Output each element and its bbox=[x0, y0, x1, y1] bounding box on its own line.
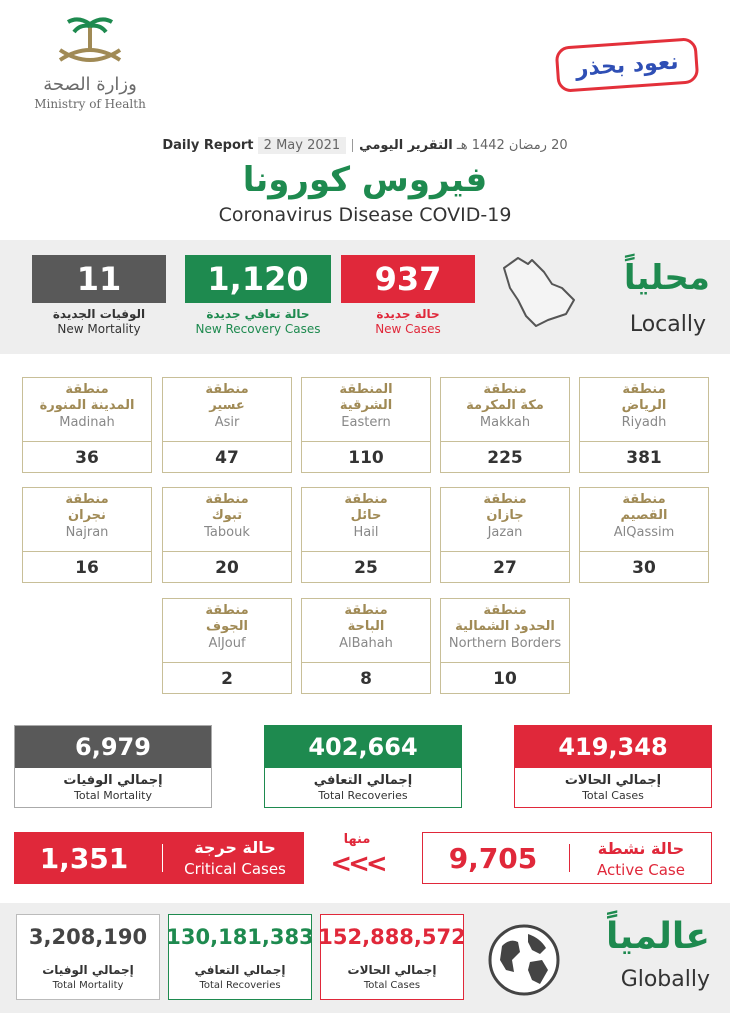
region-value: 2 bbox=[221, 669, 233, 689]
region-card bbox=[301, 598, 431, 694]
region-name-ar: جازان bbox=[486, 508, 524, 523]
region-name-en: Hail bbox=[353, 525, 379, 540]
region-name-ar: الجوف bbox=[206, 619, 248, 634]
region-card bbox=[22, 377, 152, 473]
region-card bbox=[22, 487, 152, 583]
region-name-ar: حائل bbox=[350, 508, 382, 523]
total-mortality-label-ar: إجمالي الوفيات bbox=[63, 773, 163, 788]
region-prefix: منطقة bbox=[483, 492, 527, 507]
region-card bbox=[440, 377, 570, 473]
globally-label-ar: عالمياً bbox=[606, 916, 710, 957]
region-name-en: Eastern bbox=[341, 415, 391, 430]
saudi-map-icon bbox=[492, 250, 582, 330]
active-cases-value: 9,705 bbox=[448, 841, 538, 875]
region-card bbox=[301, 377, 431, 473]
new-recovery-label-ar: حالة تعافي جديدة bbox=[206, 307, 310, 321]
active-cases-label-ar: حالة نشطة bbox=[597, 839, 685, 858]
region-name-en: Tabouk bbox=[204, 525, 250, 540]
region-value: 30 bbox=[632, 558, 656, 578]
region-card bbox=[162, 598, 292, 694]
total-recoveries-value: 402,664 bbox=[265, 726, 461, 768]
total-recoveries-card bbox=[264, 725, 462, 808]
critical-cases-value: 1,351 bbox=[39, 841, 129, 875]
campaign-badge-text: نعود بحذر bbox=[555, 37, 700, 93]
locally-label-en: Locally bbox=[629, 312, 706, 337]
total-cases-label-en: Total Cases bbox=[582, 789, 644, 802]
region-value: 110 bbox=[348, 448, 384, 468]
region-prefix: منطقة bbox=[622, 382, 666, 397]
region-name-en: Madinah bbox=[59, 415, 115, 430]
report-hijri-date: 20 رمضان 1442 هـ bbox=[456, 138, 568, 153]
region-value: 8 bbox=[360, 669, 372, 689]
new-cases-label-en: New Cases bbox=[375, 322, 441, 336]
region-prefix: المنطقة bbox=[339, 382, 393, 397]
total-cases-card bbox=[514, 725, 712, 808]
global-recoveries-label-ar: إجمالي التعافي bbox=[194, 963, 286, 977]
global-recoveries-card bbox=[168, 914, 312, 1000]
new-recovery-stat bbox=[185, 255, 331, 336]
region-prefix: منطقة bbox=[205, 492, 249, 507]
critical-cases-card bbox=[14, 832, 304, 884]
global-cases-label-en: Total Cases bbox=[363, 980, 421, 991]
total-cases-label-ar: إجمالي الحالات bbox=[564, 773, 662, 788]
global-cases-label-ar: إجمالي الحالات bbox=[347, 963, 437, 977]
region-name-ar: الرياض bbox=[621, 398, 667, 413]
region-prefix: منطقة bbox=[344, 603, 388, 618]
report-date: 2 May 2021 bbox=[258, 137, 347, 154]
report-label-en: Daily Report bbox=[162, 138, 254, 153]
region-prefix: منطقة bbox=[65, 382, 109, 397]
region-name-ar: نجران bbox=[68, 508, 106, 523]
divider bbox=[162, 844, 163, 872]
globe-icon bbox=[484, 920, 564, 1000]
region-prefix: منطقة bbox=[205, 603, 249, 618]
region-name-ar: تبوك bbox=[211, 508, 243, 523]
region-value: 47 bbox=[215, 448, 239, 468]
global-mortality-value: 3,208,190 bbox=[28, 925, 148, 949]
campaign-badge bbox=[552, 36, 702, 92]
new-mortality-label-ar: الوفيات الجديدة bbox=[52, 307, 146, 321]
region-name-en: Najran bbox=[65, 525, 109, 540]
new-mortality-label-en: New Mortality bbox=[57, 322, 141, 336]
region-prefix: منطقة bbox=[622, 492, 666, 507]
global-mortality-label-ar: إجمالي الوفيات bbox=[42, 963, 134, 977]
region-name-ar: المدينة المنورة bbox=[39, 398, 135, 413]
region-value: 27 bbox=[493, 558, 517, 578]
region-value: 381 bbox=[626, 448, 662, 468]
active-cases-label-en: Active Case bbox=[597, 861, 685, 879]
region-card bbox=[579, 487, 709, 583]
region-name-ar: القصيم bbox=[620, 508, 668, 523]
region-name-en: AlBahah bbox=[339, 636, 393, 651]
total-cases-value: 419,348 bbox=[515, 726, 711, 768]
region-prefix: منطقة bbox=[65, 492, 109, 507]
palm-swords-icon bbox=[40, 12, 140, 72]
region-name-en: AlQassim bbox=[613, 525, 675, 540]
global-mortality-card bbox=[16, 914, 160, 1000]
region-card bbox=[162, 377, 292, 473]
region-prefix: منطقة bbox=[344, 492, 388, 507]
of-which-label: منها bbox=[343, 832, 371, 847]
globally-label-en: Globally bbox=[620, 967, 710, 992]
ministry-name-ar: وزارة الصحة bbox=[43, 74, 137, 95]
region-card bbox=[440, 598, 570, 694]
region-value: 25 bbox=[354, 558, 378, 578]
total-recoveries-label-ar: إجمالي التعافي bbox=[313, 773, 413, 788]
page-title-en: Coronavirus Disease COVID-19 bbox=[218, 204, 512, 226]
new-mortality-stat bbox=[32, 255, 166, 336]
of-which-indicator bbox=[322, 832, 392, 879]
critical-cases-label-ar: حالة حرجة bbox=[194, 838, 276, 857]
region-value: 10 bbox=[493, 669, 517, 689]
region-name-en: Northern Borders bbox=[448, 636, 562, 651]
divider bbox=[569, 844, 570, 872]
new-cases-stat bbox=[341, 255, 475, 336]
region-value: 16 bbox=[75, 558, 99, 578]
region-prefix: منطقة bbox=[205, 382, 249, 397]
global-cases-card bbox=[320, 914, 464, 1000]
report-line bbox=[150, 138, 580, 153]
locally-label-ar: محلياً bbox=[623, 258, 710, 298]
region-name-en: Jazan bbox=[487, 525, 523, 540]
region-name-ar: مكة المكرمة bbox=[466, 398, 544, 413]
region-value: 20 bbox=[215, 558, 239, 578]
ministry-name-en: Ministry of Health bbox=[34, 97, 146, 111]
left-arrows-icon: <<< bbox=[330, 849, 384, 879]
report-label-ar: التقرير اليومي bbox=[359, 138, 453, 153]
region-card bbox=[440, 487, 570, 583]
region-name-en: Makkah bbox=[479, 415, 531, 430]
global-mortality-label-en: Total Mortality bbox=[52, 980, 124, 991]
new-mortality-value: 11 bbox=[32, 255, 166, 303]
total-recoveries-label-en: Total Recoveries bbox=[318, 789, 408, 802]
total-mortality-label-en: Total Mortality bbox=[74, 789, 152, 802]
region-prefix: منطقة bbox=[483, 382, 527, 397]
region-name-ar: الباحة bbox=[347, 619, 385, 634]
region-name-ar: الحدود الشمالية bbox=[455, 619, 555, 634]
global-recoveries-value: 130,181,383 bbox=[166, 925, 314, 949]
global-recoveries-label-en: Total Recoveries bbox=[199, 980, 281, 991]
new-recovery-label-en: New Recovery Cases bbox=[195, 322, 321, 336]
region-name-en: Asir bbox=[214, 415, 240, 430]
new-recovery-value: 1,120 bbox=[185, 255, 331, 303]
region-card bbox=[301, 487, 431, 583]
critical-cases-label-en: Critical Cases bbox=[184, 860, 286, 878]
moh-logo bbox=[20, 12, 160, 122]
region-name-ar: عسير bbox=[209, 398, 245, 413]
total-mortality-card bbox=[14, 725, 212, 808]
region-card bbox=[162, 487, 292, 583]
new-cases-value: 937 bbox=[341, 255, 475, 303]
region-value: 225 bbox=[487, 448, 523, 468]
region-name-en: Riyadh bbox=[621, 415, 667, 430]
active-cases-card bbox=[422, 832, 712, 884]
region-name-en: AlJouf bbox=[208, 636, 246, 651]
region-card bbox=[579, 377, 709, 473]
page-title-ar: فيروس كورونا bbox=[242, 160, 488, 200]
region-prefix: منطقة bbox=[483, 603, 527, 618]
new-cases-label-ar: حالة جديدة bbox=[376, 307, 440, 321]
region-value: 36 bbox=[75, 448, 99, 468]
global-cases-value: 152,888,572 bbox=[318, 925, 466, 949]
total-mortality-value: 6,979 bbox=[15, 726, 211, 768]
region-name-ar: الشرقية bbox=[339, 398, 393, 413]
